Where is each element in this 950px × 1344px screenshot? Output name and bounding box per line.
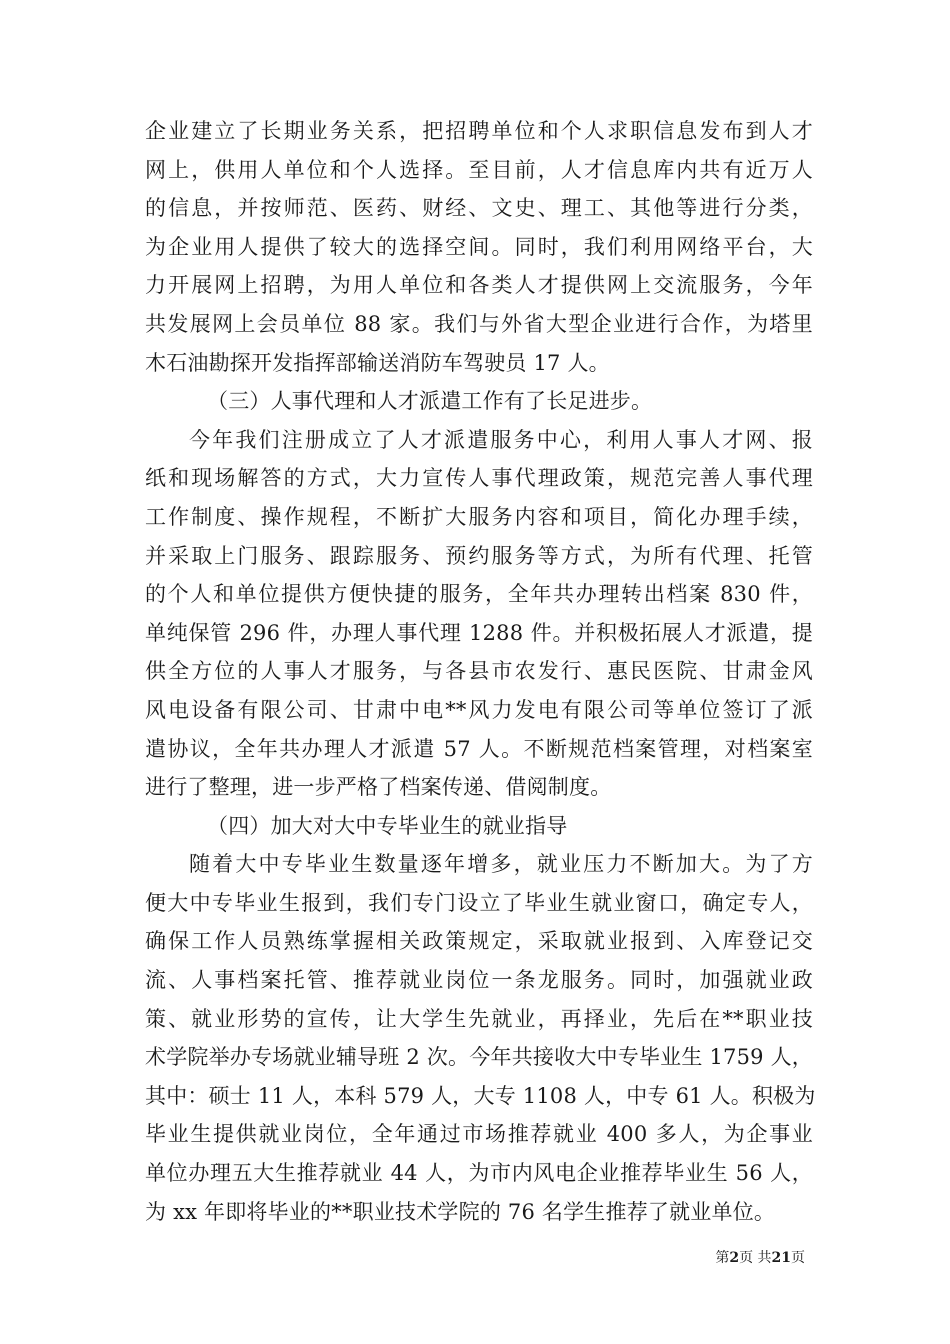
- text-line: 确保工作人员熟练掌握相关政策规定，采取就业报到、入库登记交: [145, 929, 813, 954]
- text-line: 网上，供用人单位和个人选择。至目前，人才信息库内共有近万人: [145, 157, 813, 182]
- text-line: 为 xx 年即将毕业的**职业技术学院的 76 名学生推荐了就业单位。: [145, 1199, 776, 1224]
- footer-prefix: 第: [715, 1250, 730, 1266]
- text-line: 进行了整理，进一步严格了档案传递、借阅制度。: [145, 775, 612, 800]
- text-line: 单位办理五大生推荐就业 44 人，为市内风电企业推荐毕业生 56 人，: [145, 1161, 813, 1186]
- section-heading-3: （三）人事代理和人才派遣工作有了长足进步。: [207, 389, 653, 414]
- text-line: 供全方位的人事人才服务，与各县市农发行、惠民医院、甘肃金风: [145, 659, 813, 684]
- text-line: 其中：硕士 11 人，本科 579 人，大专 1108 人，中专 61 人。积极为: [145, 1083, 816, 1108]
- paragraph-first-line: 随着大中专毕业生数量逐年增多，就业压力不断加大。为了方: [189, 852, 813, 877]
- text-line: 企业建立了长期业务关系，把招聘单位和个人求职信息发布到人才: [145, 119, 813, 143]
- text-line: 遣协议，全年共办理人才派遣 57 人。不断规范档案管理，对档案室: [145, 736, 813, 761]
- text-line: 力开展网上招聘，为用人单位和各类人才提供网上交流服务，今年: [145, 273, 813, 298]
- text-line: 流、人事档案托管、推荐就业岗位一条龙服务。同时，加强就业政: [145, 968, 813, 993]
- paragraph-first-line: 今年我们注册成立了人才派遣服务中心，利用人事人才网、报: [189, 427, 813, 452]
- section-heading-4: （四）加大对大中专毕业生的就业指导: [207, 813, 568, 838]
- text-line: 毕业生提供就业岗位，全年通过市场推荐就业 400 多人，为企事业: [145, 1122, 813, 1147]
- document-body: [145, 112, 816, 1231]
- text-line: 纸和现场解答的方式，大力宣传人事代理政策，规范完善人事代理: [145, 466, 813, 491]
- text-line: 为企业用人提供了较大的选择空间。同时，我们利用网络平台，大: [145, 234, 813, 259]
- text-line: 策、就业形势的宣传，让大学生先就业，再择业，先后在**职业技: [145, 1006, 813, 1031]
- text-line: 便大中专毕业生报到，我们专门设立了毕业生就业窗口，确定专人，: [145, 890, 813, 915]
- page-number-footer: [715, 1248, 805, 1268]
- text-line: 的信息，并按师范、医药、财经、文史、理工、其他等进行分类，: [145, 196, 813, 221]
- text-line: 的个人和单位提供方便快捷的服务，全年共办理转出档案 830 件，: [145, 582, 813, 607]
- footer-middle: 页 共: [739, 1250, 772, 1266]
- text-line: 木石油勘探开发指挥部输送消防车驾驶员 17 人。: [145, 350, 610, 375]
- text-line: 并采取上门服务、跟踪服务、预约服务等方式，为所有代理、托管: [145, 543, 813, 568]
- footer-suffix: 页: [791, 1250, 805, 1266]
- text-line: 共发展网上会员单位 88 家。我们与外省大型企业进行合作，为塔里: [145, 311, 813, 336]
- current-page-number: 2: [729, 1250, 740, 1266]
- text-line: 工作制度、操作规程，不断扩大服务内容和项目，简化办理手续，: [145, 504, 813, 529]
- text-line: 风电设备有限公司、甘肃中电**风力发电有限公司等单位签订了派: [145, 697, 813, 722]
- total-page-count: 21: [771, 1250, 791, 1266]
- text-line: 术学院举办专场就业辅导班 2 次。今年共接收大中专毕业生 1759 人，: [145, 1045, 813, 1070]
- text-line: 单纯保管 296 件，办理人事代理 1288 件。并积极拓展人才派遣，提: [145, 620, 813, 645]
